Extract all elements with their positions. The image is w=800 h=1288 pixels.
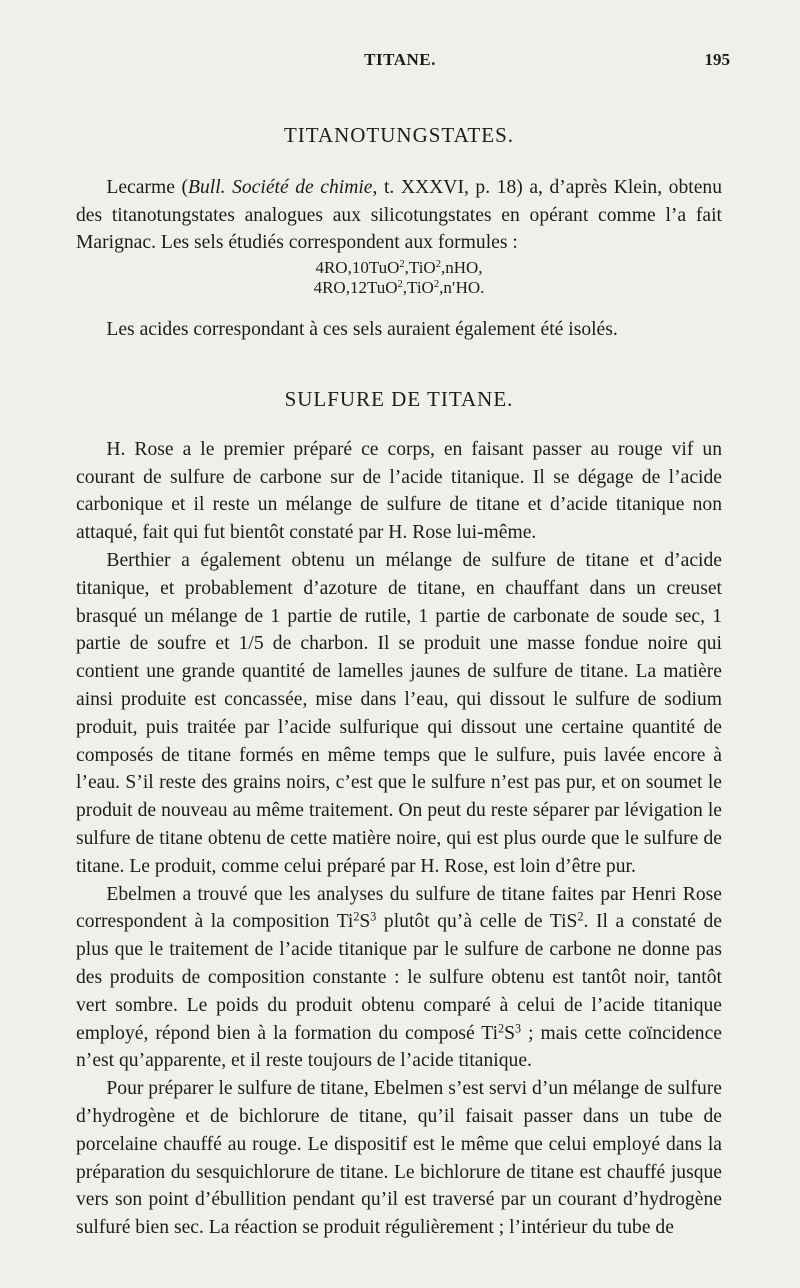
page-number: 195	[704, 50, 730, 69]
paragraph-lecarme: Lecarme (Bull. Société de chimie, t. XXXVI, p. 18) a, d’après Klein, obtenu des titanotungstates analogues aux silicotungstates en opérant comme l’a fait Marignac. Les sels étudiés correspondent aux formules :	[76, 176, 723, 254]
journal-citation: Bull. Société de chimie	[187, 176, 373, 198]
section-heading-titanotungstates: TITANOTUNGSTATES.	[283, 123, 515, 147]
formula-block	[76, 258, 722, 298]
paragraph-rose: H. Rose a le premier préparé ce corps, en faisant passer au rouge vif un courant de sulfure de carbone sur de l’acide titanique. Il se dégage de l’acide carbonique et il reste un mélange de sulfure de titane et d’acide titanique non attaqué, fait qui fut bientôt constaté par H. Rose lui-même.	[76, 438, 722, 544]
formula-line: 4RO,12TuO$^2$,TiO$^2$,n′HO.	[313, 278, 485, 298]
paragraph-berthier: Berthier a également obtenu un mélange de sulfure de titane et d’acide titanique, et probablement d’azoture de titane, en chauffant dans un creuset brasqué un mélange de 1 partie de rutile, 1 partie de carbonate de soude sec, 1 partie de soufre et 1/5 de charbon. Il se produit une masse fondue noire qui contient une grande quantité de lamelles jaunes de sulfure de titane. La matière ainsi produite est concassée, mise dans l’eau, qui dissout le sulfure de sodium produit, puis traitée par l’acide sulfurique qui dissout une certaine quantité de composés de titane formés en même temps que le sulfure, puis lavée encore à l’eau. S’il reste des grains noirs, c’est que le sulfure n’est pas pur, et on soumet le produit de nouveau au même traitement. On peut du reste séparer par lévigation le sulfure de titane obtenu de cette matière noire, qui est plus ourde que le sulfure de titane. Le produit, comme celui préparé par H. Rose, est loin d’être pur.	[76, 549, 722, 877]
formula-line: 4RO,10TuO$^2$,TiO$^2$,nHO,	[315, 258, 483, 278]
section-heading-sulfure: SULFURE DE TITANE.	[284, 386, 514, 411]
running-head	[0, 50, 800, 74]
paragraph-acides: Les acides correspondant à ces sels auraient également été isolés.	[106, 319, 618, 341]
paragraph-preparation: Pour préparer le sulfure de titane, Ebelmen s’est servi d’un mélange de sulfure d’hydrogène et de bichlorure de titane, qu’il faisait passer dans un tube de porcelaine chauffé au rouge. Le dispositif est le même que celui employé dans la préparation du sesquichlorure de titane. Le bichlorure de titane est chauffé jusque vers son point d’ébullition pendant qu’il est traversé par un courant d’hydrogène sulfuré bien sec. La réaction se produit régulièrement ; l’intérieur du tube de	[76, 1078, 722, 1239]
running-title: TITANE.	[364, 50, 436, 69]
paragraph-ebelmen: Ebelmen a trouvé que les analyses du sulfure de titane faites par Henri Rose correspondent à la composition $Ti^2S^3$ plutôt qu’à celle de TiS$^2$. Il a constaté de plus que le traitement de l’acide titanique par le sulfure de carbone ne donne pas des produits de composition constante : le sulfure obtenu est tantôt noir, tantôt vert sombre. Le poids du produit obtenu comparé à celui de l’acide titanique employé, répond bien à la formation du composé $Ti^2S^3$ ; mais cette coïncidence n’est qu’apparente, et il reste toujours de l’acide titanique.	[76, 883, 722, 1072]
page-body	[76, 122, 722, 1242]
